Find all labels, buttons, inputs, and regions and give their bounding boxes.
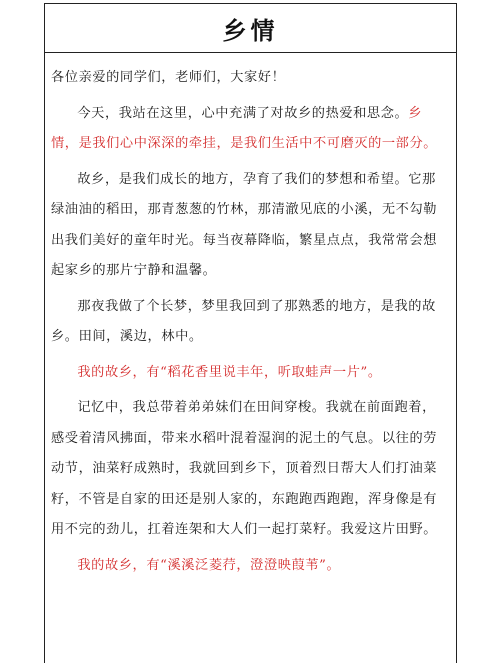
paragraph-1-highlight: 乡情，是我们心中深深的牵挂，是我们生活中不可磨灭的一部分。: [51, 105, 438, 151]
greeting-line: 各位亲爱的同学们，老师们，大家好！: [51, 70, 286, 85]
paragraph-4-highlight: 我的故乡，有“稻花香里说丰年，听取蛙声一片”。: [77, 364, 382, 380]
page-title: 乡情: [222, 15, 279, 45]
paragraph-2: 故乡，是我们成长的地方，孕育了我们的梦想和希望。它那绿油油的稻田，那青葱葱的竹林，那清澈见底的小溪，无不勾勒出我们美好的童年时光。每当夜幕降临，繁星点点，我常常会想起家乡的那片宁静和温馨。: [51, 171, 438, 278]
paragraph-3: 那夜我做了个长梦，梦里我回到了那熟悉的地方，是我的故乡。田间，溪边，林中。: [51, 298, 436, 344]
document-sheet: [44, 3, 457, 663]
paragraph-1-text: 今天，我站在这里，心中充满了对故乡的热爱和思念。: [77, 105, 409, 121]
title-bar: [45, 4, 456, 53]
paragraph-5: 记忆中，我总带着弟弟妹们在田间穿梭。我就在前面跑着，感受着清风拂面，带来水稻叶混着湿润的泥土的气息。以往的劳动节，油菜籽成熟时，我就回到乡下，顶着烈日帮大人们打油菜籽，不管是自家的田还是别人家的，东跑跑西跑跑，浑身像是有用不完的劲儿，扛着连架和大人们一起打菜籽。我爱这片田野。: [51, 400, 438, 537]
paragraph-6-highlight: 我的故乡，有“溪溪泛菱荇，澄澄映葭苇”。: [77, 557, 341, 573]
document-body: [45, 53, 456, 581]
paragraph-1: [51, 99, 448, 160]
